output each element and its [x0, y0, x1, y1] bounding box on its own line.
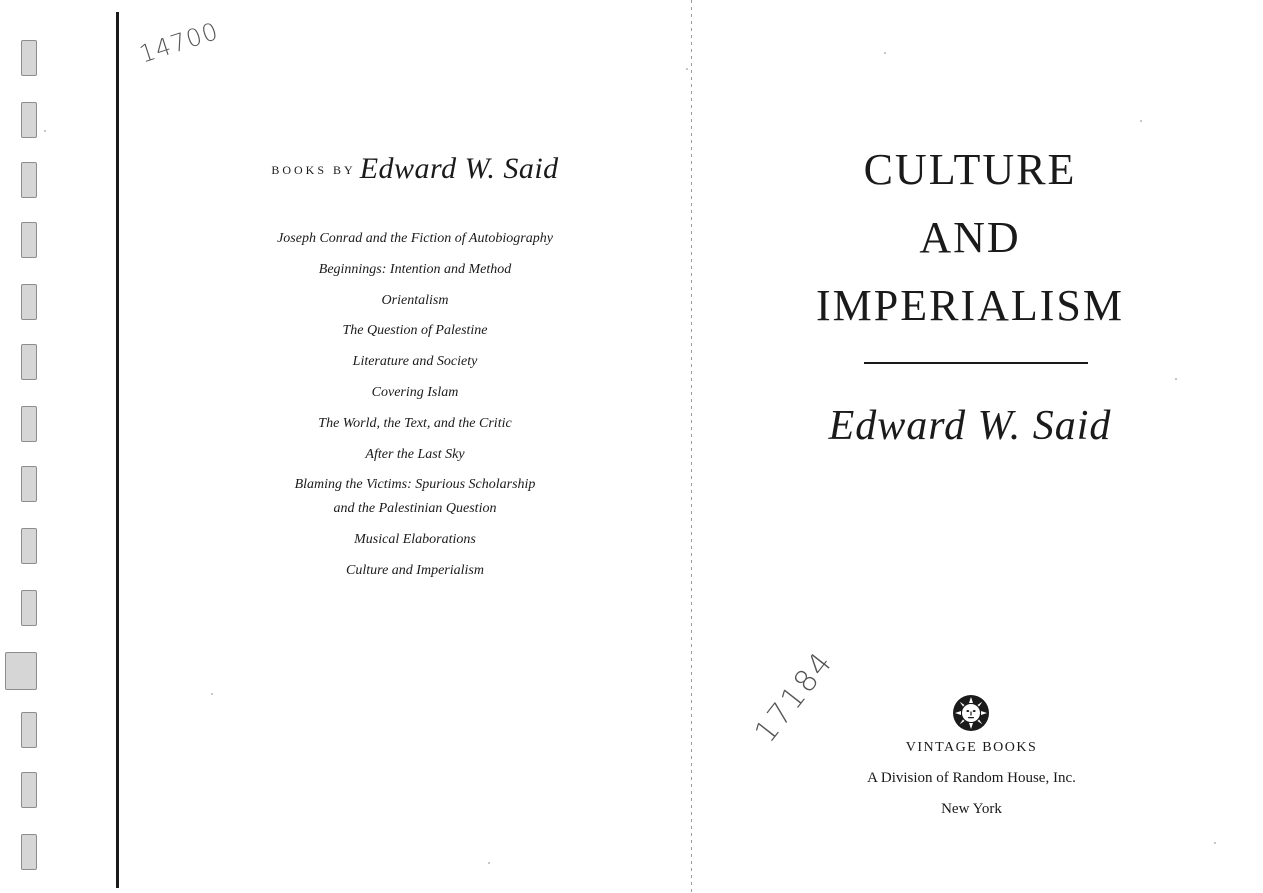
binding-tab: [21, 102, 37, 138]
book-title: Orientalism: [381, 292, 449, 308]
book-title-line: CULTURE: [863, 145, 1077, 194]
books-by-label: BOOKS BY: [271, 163, 356, 177]
scan-speck: [1214, 842, 1216, 844]
book-title: The Question of Palestine: [342, 323, 488, 339]
scan-speck: [884, 52, 886, 54]
publisher-city: New York: [941, 801, 1002, 817]
binding-tab: [21, 590, 37, 626]
scan-speck: [686, 68, 688, 70]
binding-tab: [21, 712, 37, 748]
book-list: [0, 226, 830, 589]
binding-tab: [21, 834, 37, 870]
book-title: Covering Islam: [371, 384, 459, 400]
book-title: Blaming the Victims: Spurious Scholarship: [294, 477, 536, 493]
binding-tab: [21, 772, 37, 808]
book-title: Joseph Conrad and the Fiction of Autobiography: [277, 231, 553, 246]
book-title-continuation: and the Palestinian Question: [333, 501, 497, 517]
title-page-author: Edward W. Said: [828, 403, 1112, 449]
books-by-heading: [0, 152, 830, 186]
handwritten-note-bottom: 17184: [748, 644, 841, 750]
scan-speck: [211, 693, 213, 695]
scan-speck: [488, 862, 490, 864]
binding-tab: [5, 652, 37, 690]
publisher-name: VINTAGE BOOKS: [905, 740, 1038, 755]
scan-speck: [44, 130, 46, 132]
scan-speck: [1140, 120, 1142, 122]
books-by-author: Edward W. Said: [359, 152, 559, 185]
title-divider: [864, 362, 1088, 364]
book-title: Culture and Imperialism: [346, 562, 484, 578]
handwritten-note-top: 14700: [136, 16, 223, 69]
book-title: After the Last Sky: [365, 446, 465, 462]
book-title: Musical Elaborations: [354, 532, 476, 548]
publisher-division: A Division of Random House, Inc.: [867, 770, 1076, 786]
vintage-sun-face-icon: [952, 694, 990, 732]
scan-speck: [1175, 378, 1177, 380]
binding-tab: [21, 40, 37, 76]
book-title-line: AND: [919, 213, 1021, 262]
book-title: Beginnings: Intention and Method: [318, 261, 512, 277]
book-title: Literature and Society: [352, 354, 478, 370]
book-title: The World, the Text, and the Critic: [318, 415, 512, 431]
book-title-line: IMPERIALISM: [815, 281, 1125, 330]
